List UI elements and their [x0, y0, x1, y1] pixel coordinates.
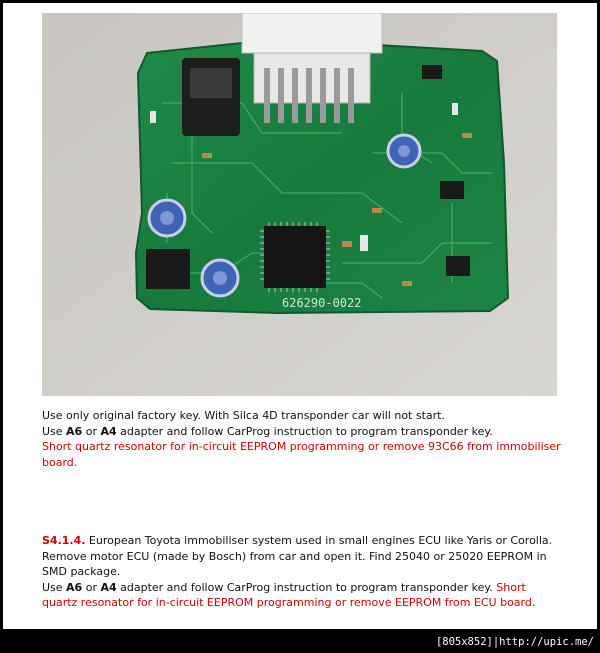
section-number: S4.1.4.: [42, 534, 86, 547]
footer-link[interactable]: [805x852]|http://upic.me/: [435, 636, 594, 648]
section-text: European Toyota immobiliser system used in small engines ECU like Yaris or Corolla. Remove motor ECU (made by Bosch) from car and open it. Find 25040 or 25020 EEPROM in SMD package.: [42, 534, 553, 579]
line-factory-key: Use only original factory key. With Silca 4D transponder car will not start.: [42, 409, 445, 422]
warning-quartz-1: Short quartz resonator for in-circuit EEPROM programming or remove 93C66 from immobiliser board.: [42, 440, 561, 469]
line-follow-1: adapter and follow CarProg instruction to program transponder key.: [116, 424, 493, 438]
pcb-photo-icon: [42, 13, 557, 396]
line-follow-2: adapter and follow CarProg instruction to program transponder key.: [116, 580, 497, 594]
warning-quartz-2: Short quartz resonator for in-circuit EEPROM programming or remove EEPROM from ECU board.: [42, 580, 536, 610]
line-or-1: or: [82, 424, 101, 438]
document-page: [3, 3, 597, 629]
instructions-paragraph-2: [42, 533, 562, 611]
line-or-2: or: [82, 580, 101, 594]
line-use-2: Use: [42, 580, 67, 594]
adapter-a6: A6: [66, 424, 83, 438]
adapter-a4: A4: [100, 424, 117, 438]
pcb-photo: [42, 13, 557, 396]
line-use-1: Use: [42, 424, 67, 438]
adapter-a4-2: A4: [100, 580, 117, 594]
pcb-label: 626290-0022: [282, 296, 362, 310]
adapter-a6-2: A6: [66, 580, 83, 594]
instructions-paragraph-1: [42, 408, 562, 470]
